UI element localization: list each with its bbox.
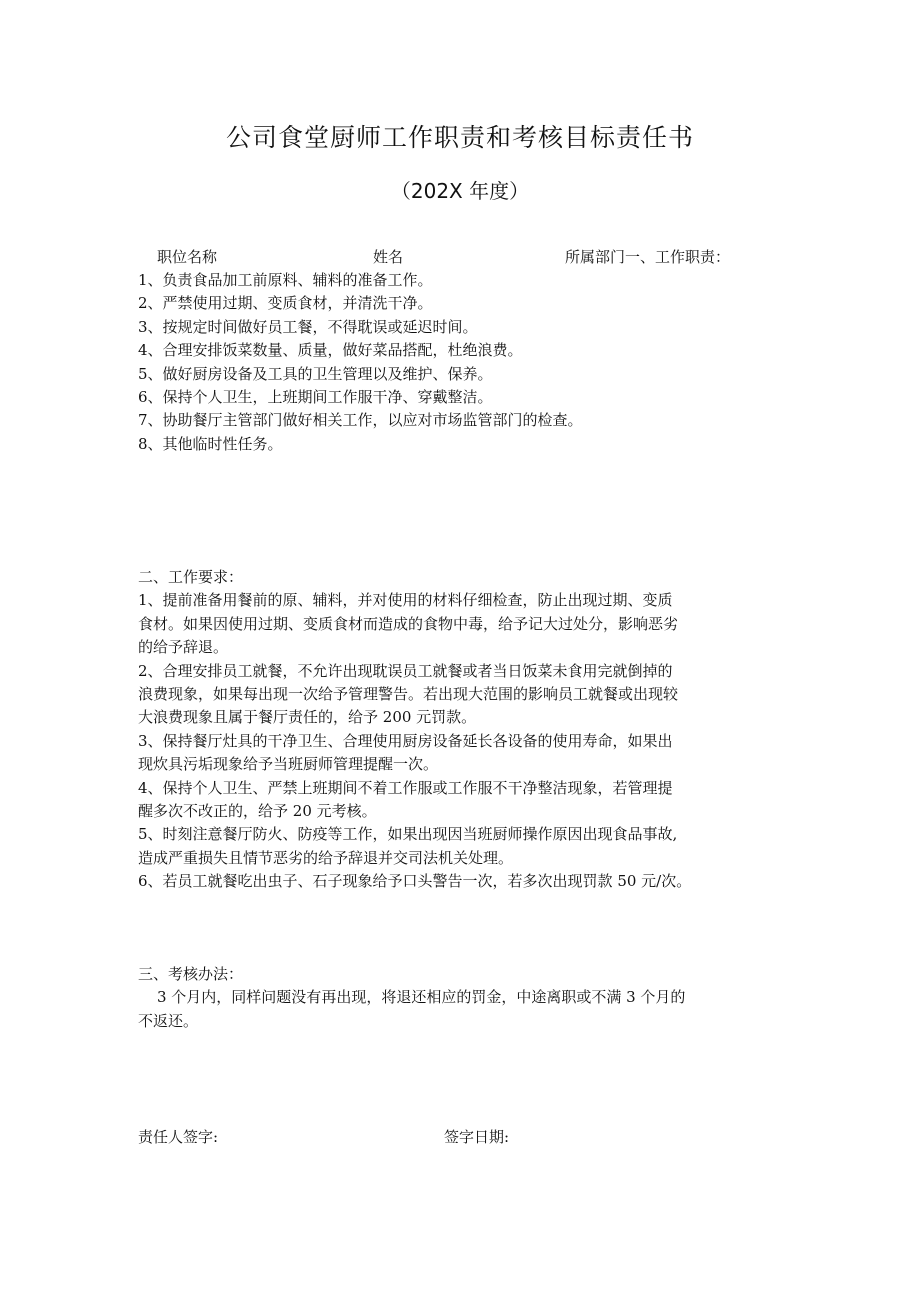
requirement-item <box>138 730 818 777</box>
requirement-item <box>138 589 818 659</box>
requirements-section <box>138 566 818 894</box>
sign-date-label: 签字日期: <box>444 1128 510 1146</box>
requirement-item <box>138 823 818 870</box>
duty-item: 5、做好厨房设备及工具的卫生管理以及维护、保养。 <box>138 364 493 383</box>
requirement-line: 6、若员工就餐吃出虫子、石子现象给予口头警告一次，若多次出现罚款 50 元/次。 <box>138 872 692 891</box>
requirement-item <box>138 870 818 893</box>
signer-label: 责任人签字: <box>138 1128 219 1146</box>
signature-row <box>0 1125 920 1149</box>
department-label: 所属部门一、工作职责： <box>565 248 731 266</box>
name-label: 姓名 <box>373 248 404 266</box>
requirement-line: 5、时刻注意餐厅防火、防疫等工作，如果出现因当班厨师操作原因出现食品事故, <box>138 825 678 844</box>
duty-item: 4、合理安排饭菜数量、质量，做好菜品搭配，杜绝浪费。 <box>138 341 523 360</box>
duty-item: 3、按规定时间做好员工餐，不得耽误或延迟时间。 <box>138 317 478 336</box>
requirements-heading: 二、工作要求： <box>138 568 244 586</box>
duty-item: 2、严禁使用过期、变质食材，并清洗干净。 <box>138 294 433 313</box>
requirement-line: 2、合理安排员工就餐，不允许出现耽误员工就餐或者当日饭菜未食用完就倒掉的 <box>138 661 673 680</box>
requirement-item <box>138 660 818 730</box>
document-subtitle: （202X 年度） <box>390 179 530 203</box>
document-title: 公司食堂厨师工作职责和考核目标责任书 <box>225 123 694 152</box>
duty-item: 7、协助餐厅主管部门做好相关工作，以应对市场监管部门的检查。 <box>138 411 583 430</box>
requirement-line: 醒多次不改正的，给予 20 元考核。 <box>138 802 377 821</box>
requirement-line: 的给予辞退。 <box>138 638 229 657</box>
requirement-line: 食材。如果因使用过期、变质食材而造成的食物中毒，给予记大过处分，影响恶劣 <box>138 614 679 633</box>
requirement-line: 3、保持餐厅灶具的干净卫生、合理使用厨房设备延长各设备的使用寿命，如果出 <box>138 731 673 750</box>
duty-item: 6、保持个人卫生，上班期间工作服干净、穿戴整洁。 <box>138 388 493 407</box>
requirement-item <box>138 777 818 824</box>
duty-item: 1、负责食品加工前原料、辅料的准备工作。 <box>138 271 433 289</box>
assessment-line: 3 个月内，同样问题没有再出现，将退还相应的罚金，中途离职或不满 3 个月的 <box>157 988 686 1007</box>
requirement-line: 现炊具污垢现象给予当班厨师管理提醒一次。 <box>138 755 439 774</box>
assessment-section <box>138 963 818 1033</box>
position-label: 职位名称 <box>157 248 218 266</box>
requirement-line: 4、保持个人卫生、严禁上班期间不着工作服或工作服不干净整洁现象，若管理提 <box>138 778 673 797</box>
assessment-heading: 三、考核办法： <box>138 965 244 983</box>
requirement-line: 大浪费现象且属于餐厅责任的，给予 200 元罚款。 <box>138 708 477 727</box>
meta-row <box>0 245 920 269</box>
assessment-line: 不返还。 <box>138 1011 199 1030</box>
requirement-line: 1、提前准备用餐前的原、辅料，并对使用的材料仔细检查，防止出现过期、变质 <box>138 591 673 610</box>
duties-list <box>138 269 818 456</box>
duty-item: 8、其他临时性任务。 <box>138 434 283 453</box>
requirement-line: 造成严重损失且情节恶劣的给予辞退并交司法机关处理。 <box>138 848 514 867</box>
requirement-line: 浪费现象，如果每出现一次给予管理警告。若出现大范围的影响员工就餐或出现较 <box>138 685 679 704</box>
